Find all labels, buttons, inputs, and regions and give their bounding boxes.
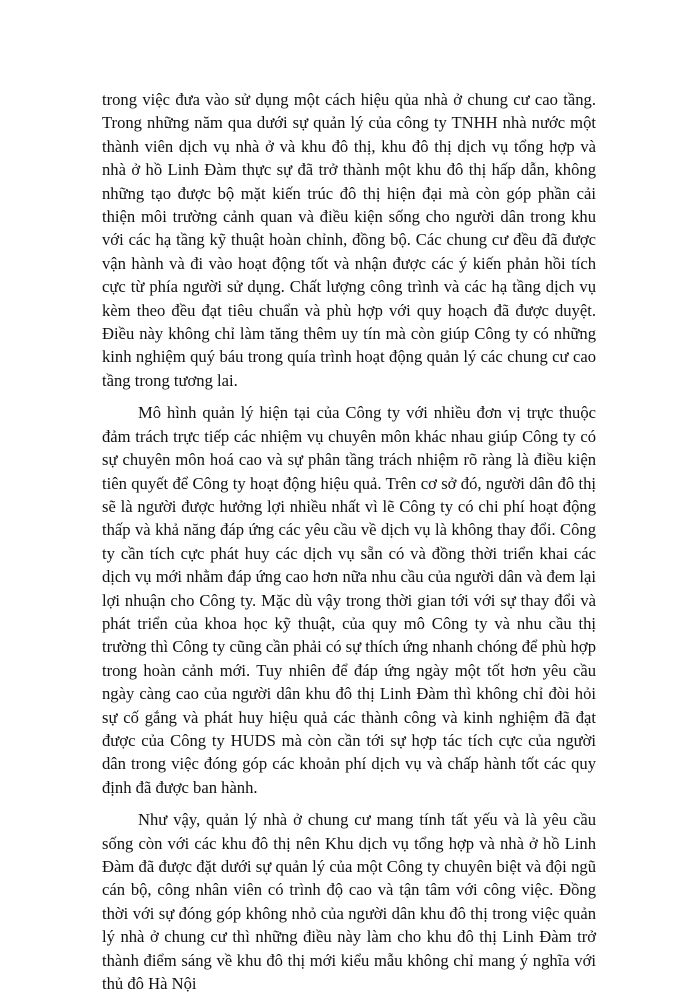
paragraph-2: Mô hình quản lý hiện tại của Công ty với nhiều đơn vị trực thuộc đảm trách trực tiếp các nhiệm vụ chuyên môn khác nhau giúp Công ty có sự chuyên môn hoá cao và sự phân tầng trách nhiệm rõ ràng là điều kiện tiên quyết để Công ty hoạt động hiệu quả. Trên cơ sở đó, người dân đô thị sẽ là người được hưởng lợi nhiều nhất vì lẽ Công ty có chi phí hoạt động thấp và khả năng đáp ứng các yêu cầu về dịch vụ là không thay đổi. Công ty cần tích cực phát huy các dịch vụ sẵn có và đồng thời triển khai các dịch vụ mới nhằm đáp ứng cao hơn nữa nhu cầu của người dân và đem lại lợi nhuận cho Công ty. Mặc dù vậy trong thời gian tới với sự thay đổi và phát triển của khoa học kỹ thuật, của quy mô Công ty và nhu cầu thị trường thì Công ty cũng cần phải có sự thích ứng nhanh chóng để phù hợp trong hoàn cảnh mới. Tuy nhiên để đáp ứng ngày một tốt hơn yêu cầu ngày càng cao của người dân khu đô thị Linh Đàm thì không chỉ đòi hỏi sự cố gắng và phát huy hiệu quả các thành công và kinh nghiệm đã đạt được của Công ty HUDS mà còn cần tới sự hợp tác tích cực của người dân trong việc đóng góp các khoản phí dịch vụ và chấp hành tốt các quy định đã được ban hành. [102, 403, 596, 797]
paragraph-3: Như vậy, quản lý nhà ở chung cư mang tính tất yếu và là yêu cầu sống còn với các khu đô thị nên Khu dịch vụ tổng hợp và nhà ở hồ Linh Đàm đã được đặt dưới sự quản lý của một Công ty chuyên biệt và đội ngũ cán bộ, công nhân viên có trình độ cao và tận tâm với công việc. Đồng thời với sự đóng góp không nhỏ của người dân khu đô thị trong việc quản lý nhà ở chung cư thì những điều này làm cho khu đô thị Linh Đàm trở thành điểm sáng về khu đô thị mới kiểu mẫu không chỉ mang ý nghĩa với thủ đô Hà Nội [102, 810, 596, 994]
document-body [102, 88, 596, 995]
paragraph-1: trong việc đưa vào sử dụng một cách hiệu qủa nhà ở chung cư cao tầng. Trong những năm qua dưới sự quản lý của công ty TNHH nhà nước một thành viên dịch vụ nhà ở và khu đô thị, khu đô thị dịch vụ tổng hợp và nhà ở hồ Linh Đàm thực sự đã trở thành một khu đô thị hấp dẫn, không những tạo được bộ mặt kiến trúc đô thị hiện đại mà còn góp phần cải thiện môi trường cảnh quan và điều kiện sống cho người dân trong khu với các hạ tầng kỹ thuật hoàn chỉnh, đồng bộ. Các chung cư đều đã được vận hành và đi vào hoạt động tốt và nhận được các ý kiến phản hồi tích cực từ phía người sử dụng. Chất lượng công trình và các hạ tầng dịch vụ kèm theo đều đạt tiêu chuẩn và phù hợp với quy hoạch đã được duyệt. Điều này không chỉ làm tăng thêm uy tín mà còn giúp Công ty có những kinh nghiệm quý báu trong quía trình hoạt động quản lý các chung cư cao tầng trong tương lai. [102, 90, 596, 390]
